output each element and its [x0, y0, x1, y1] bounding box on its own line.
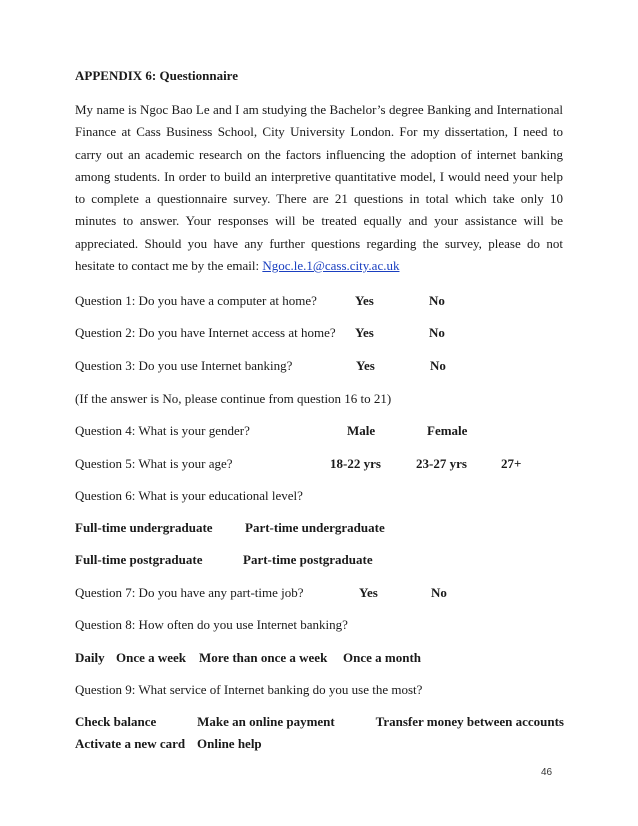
question-1-option-yes[interactable]: Yes	[355, 293, 374, 308]
question-6-option-part-time-undergraduate[interactable]: Part-time undergraduate	[245, 520, 385, 535]
question-7-option-no[interactable]: No	[431, 585, 447, 600]
question-1-option-no[interactable]: No	[429, 293, 445, 308]
question-9-options-row-1	[75, 714, 564, 730]
question-4-text: Question 4: What is your gender?	[75, 423, 250, 438]
question-6-option-full-time-undergraduate[interactable]: Full-time undergraduate	[75, 520, 213, 535]
intro-text: My name is Ngoc Bao Le and I am studying the Bachelor’s degree Banking and International Finance at Cass Business School, City University London. For my dissertation, I need to carry out an academic research on the factors influencing the adoption of internet banking among students. In order to build an interpretive quantitative model, I would need your help to complete a questionnaire survey. There are 21 questions in total which take only 10 minutes to answer. Your responses will be treated equally and your assistance will be appreciated. Should you have any further questions regarding the survey, please do not hesitate to contact me by the email:	[75, 102, 563, 274]
question-3-row	[75, 358, 555, 376]
question-8-text: Question 8: How often do you use Internet banking?	[75, 617, 348, 632]
email-link[interactable]: Ngoc.le.1@cass.city.ac.uk	[262, 258, 400, 274]
question-5-option-23-27[interactable]: 23-27 yrs	[416, 456, 467, 471]
appendix-heading: APPENDIX 6: Questionnaire	[75, 68, 238, 83]
question-6-text: Question 6: What is your educational level?	[75, 488, 303, 503]
question-5-option-27-plus[interactable]: 27+	[501, 456, 522, 471]
question-4-row	[75, 423, 555, 441]
question-5-text: Question 5: What is your age?	[75, 456, 233, 471]
question-9-option-check-balance[interactable]: Check balance	[75, 714, 157, 729]
question-9-option-online-help[interactable]: Online help	[197, 736, 262, 751]
question-9-option-make-online-payment[interactable]: Make an online payment	[197, 714, 335, 729]
question-8-option-once-a-month[interactable]: Once a month	[343, 650, 421, 665]
question-3-option-yes[interactable]: Yes	[356, 358, 375, 373]
question-7-option-yes[interactable]: Yes	[359, 585, 378, 600]
question-6-option-part-time-postgraduate[interactable]: Part-time postgraduate	[243, 552, 373, 567]
question-9-row	[75, 682, 555, 700]
question-5-row	[75, 456, 555, 474]
question-9-option-transfer-money[interactable]: Transfer money between accounts	[375, 714, 564, 729]
question-8-option-more-than-once-a-week[interactable]: More than once a week	[199, 650, 328, 665]
question-5-option-18-22[interactable]: 18-22 yrs	[330, 456, 381, 471]
question-6-options-row-2	[75, 552, 555, 570]
question-6-options-row-1	[75, 520, 555, 538]
question-2-text: Question 2: Do you have Internet access at home?	[75, 325, 336, 340]
question-2-option-no[interactable]: No	[429, 325, 445, 340]
question-8-option-daily[interactable]: Daily	[75, 650, 105, 665]
question-9-option-activate-new-card[interactable]: Activate a new card	[75, 736, 186, 751]
question-3-option-no[interactable]: No	[430, 358, 446, 373]
question-8-option-once-a-week[interactable]: Once a week	[116, 650, 187, 665]
question-4-option-male[interactable]: Male	[347, 423, 376, 438]
question-7-text: Question 7: Do you have any part-time job?	[75, 585, 304, 600]
question-9-options-row-2	[75, 736, 555, 754]
page-number: 46	[541, 767, 553, 778]
skip-note: (If the answer is No, please continue from question 16 to 21)	[75, 391, 392, 406]
question-2-row	[75, 325, 555, 343]
question-4-option-female[interactable]: Female	[427, 423, 468, 438]
question-8-options-row	[75, 650, 555, 668]
question-9-text: Question 9: What service of Internet banking do you use the most?	[75, 682, 423, 697]
question-6-row	[75, 488, 555, 506]
skip-note-row	[75, 391, 555, 409]
question-1-text: Question 1: Do you have a computer at home?	[75, 293, 317, 308]
intro-paragraph	[75, 99, 563, 277]
question-7-row	[75, 585, 555, 603]
question-2-option-yes[interactable]: Yes	[355, 325, 374, 340]
question-1-row	[75, 293, 555, 311]
question-3-text: Question 3: Do you use Internet banking?	[75, 358, 293, 373]
question-6-option-full-time-postgraduate[interactable]: Full-time postgraduate	[75, 552, 203, 567]
question-8-row	[75, 617, 555, 635]
